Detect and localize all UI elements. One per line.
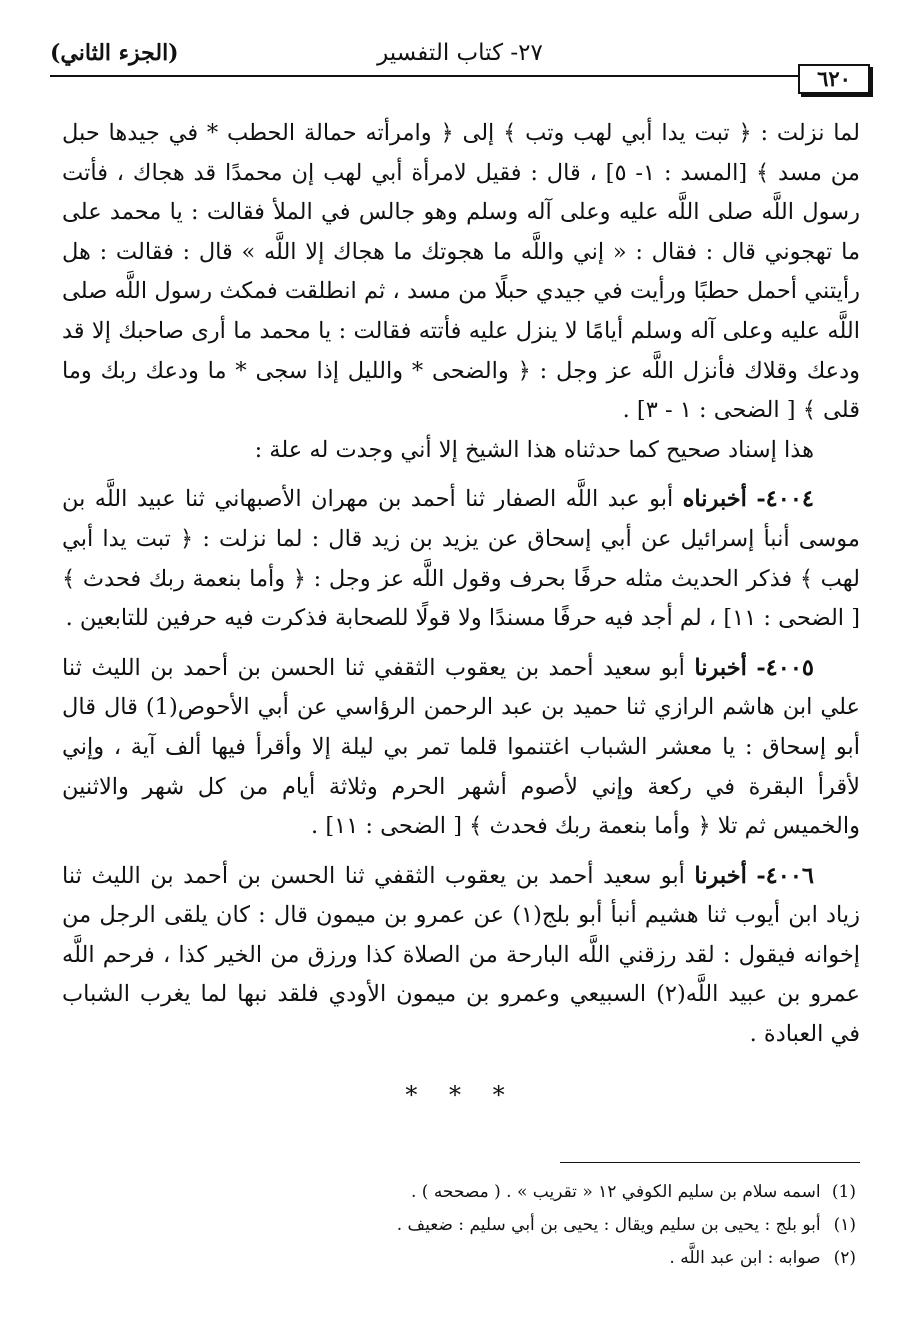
page-header <box>50 38 870 94</box>
section-separator: * * * <box>405 1080 517 1109</box>
footnote-number: (٢) <box>833 1248 856 1268</box>
hadith-lead: أخبرنا <box>694 862 747 889</box>
hadith-lead: أخبرناه <box>682 486 747 513</box>
footnote-text: صوابه : ابن عبد اللَّه . <box>669 1248 821 1268</box>
hadith-number: ٤٠٠٥- <box>756 654 815 681</box>
hadith-text: أبو سعيد أحمد بن يعقوب الثقفي ثنا الحسن بن أحمد بن الليث ثنا علي ابن هاشم الرازي ثنا حميد بن عبد الرحمن الرؤاسي عن أبي الأحوص(1) قال قال أبو إسحاق : يا معشر الشباب اغتنموا قلما تمر بي ليلة إلا وأقرأ فيها ألف آية ، وإني لأقرأ البقرة في ركعة وإني لأصوم أشهر الحرم وثلاثة أيام من كل شهر والاثنين والخميس ثم تلا ﴿ وأما بنعمة ربك فحدث ﴾ [ الضحى : ١١] . <box>62 654 860 840</box>
chapter-title: ٢٧- كتاب التفسير <box>377 40 543 66</box>
hadith-entry <box>62 480 860 638</box>
footnotes <box>60 1176 856 1275</box>
hadith-lead: أخبرنا <box>694 654 747 681</box>
page-number: ٦٢٠ <box>798 64 870 94</box>
header-rule <box>50 75 798 77</box>
hadith-text: أبو سعيد أحمد بن يعقوب الثقفي ثنا الحسن بن أحمد بن الليث ثنا زياد ابن أيوب ثنا هشيم أنبأ أبو بلج(١) عن عمرو بن ميمون قال : كان يلقى الرجل من إخوانه فيقول : لقد رزقني اللَّه البارحة من الصلاة كذا ورزق من الخير كذا ، فرحم اللَّه عمرو بن عبيد اللَّه(٢) السبيعي وعمرو بن ميمون الأودي فلقد نبها لما يغرب الشباب في العبادة . <box>62 862 861 1048</box>
paragraph: لما نزلت : ﴿ تبت يدا أبي لهب وتب ﴾ إلى ﴿ وامرأته حمالة الحطب * في جيدها حبل من مسد ﴾ [المسد : ١- ٥] ، قال : فقيل لامرأة أبي لهب إن محمدًا قد هجاك ، فأتت رسول اللَّه صلى اللَّه عليه وعلى آله وسلم وهو جالس في الملأ فقالت : يا محمد على ما تهجوني قال : فقال : « إني واللَّه ما هجوتك ما هجاك إلا اللَّه » قال : فقالت : هل رأيتني أحمل حطبًا ورأيت في جيدي حبلًا من مسد ، ثم انطلقت فمكث رسول اللَّه صلى اللَّه عليه وعلى آله وسلم أيامًا لا ينزل عليه فأتته فقالت : يا محمد ما أرى صاحبك إلا قد ودعك وقلاك فأنزل اللَّه عز وجل : ﴿ والضحى * والليل إذا سجى * ما ودعك ربك وما قلى ﴾ [ الضحى : ١ - ٣] . <box>62 120 860 424</box>
hadith-entry <box>62 649 860 847</box>
footnote-text: أبو بلج : يحيى بن سليم ويقال : يحيى بن أبي سليم : ضعيف . <box>396 1215 821 1235</box>
footnote-number: (1) <box>831 1182 856 1202</box>
hadith-entry <box>62 857 860 1055</box>
footnote <box>60 1209 856 1242</box>
footnote <box>60 1176 856 1209</box>
footnote-number: (١) <box>833 1215 856 1235</box>
hadith-number: ٤٠٠٤- <box>756 486 814 513</box>
main-text <box>62 114 860 1115</box>
volume-label: (الجزء الثاني) <box>50 40 179 66</box>
footnote <box>60 1242 856 1275</box>
paragraph: هذا إسناد صحيح كما حدثناه هذا الشيخ إلا أني وجدت له علة : <box>254 436 814 463</box>
hadith-text: أبو عبد اللَّه الصفار ثنا أحمد بن مهران الأصبهاني ثنا عبيد اللَّه بن موسى أنبأ إسرائيل عن أبي إسحاق عن يزيد بن زيد قال : لما نزلت : ﴿ تبت يدا أبي لهب ﴾ فذكر الحديث مثله حرفًا بحرف وقول اللَّه عز وجل : ﴿ وأما بنعمة ربك فحدث ﴾ [ الضحى : ١١] ، لم أجد فيه حرفًا مسندًا ولا قولًا للصحابة فذكرت فيه حرفين للتابعين . <box>62 486 860 632</box>
footnote-rule <box>560 1162 860 1163</box>
hadith-number: ٤٠٠٦- <box>756 862 815 889</box>
footnote-text: اسمه سلام بن سليم الكوفي ١٢ « تقريب » . ( مصححه ) . <box>410 1182 821 1202</box>
